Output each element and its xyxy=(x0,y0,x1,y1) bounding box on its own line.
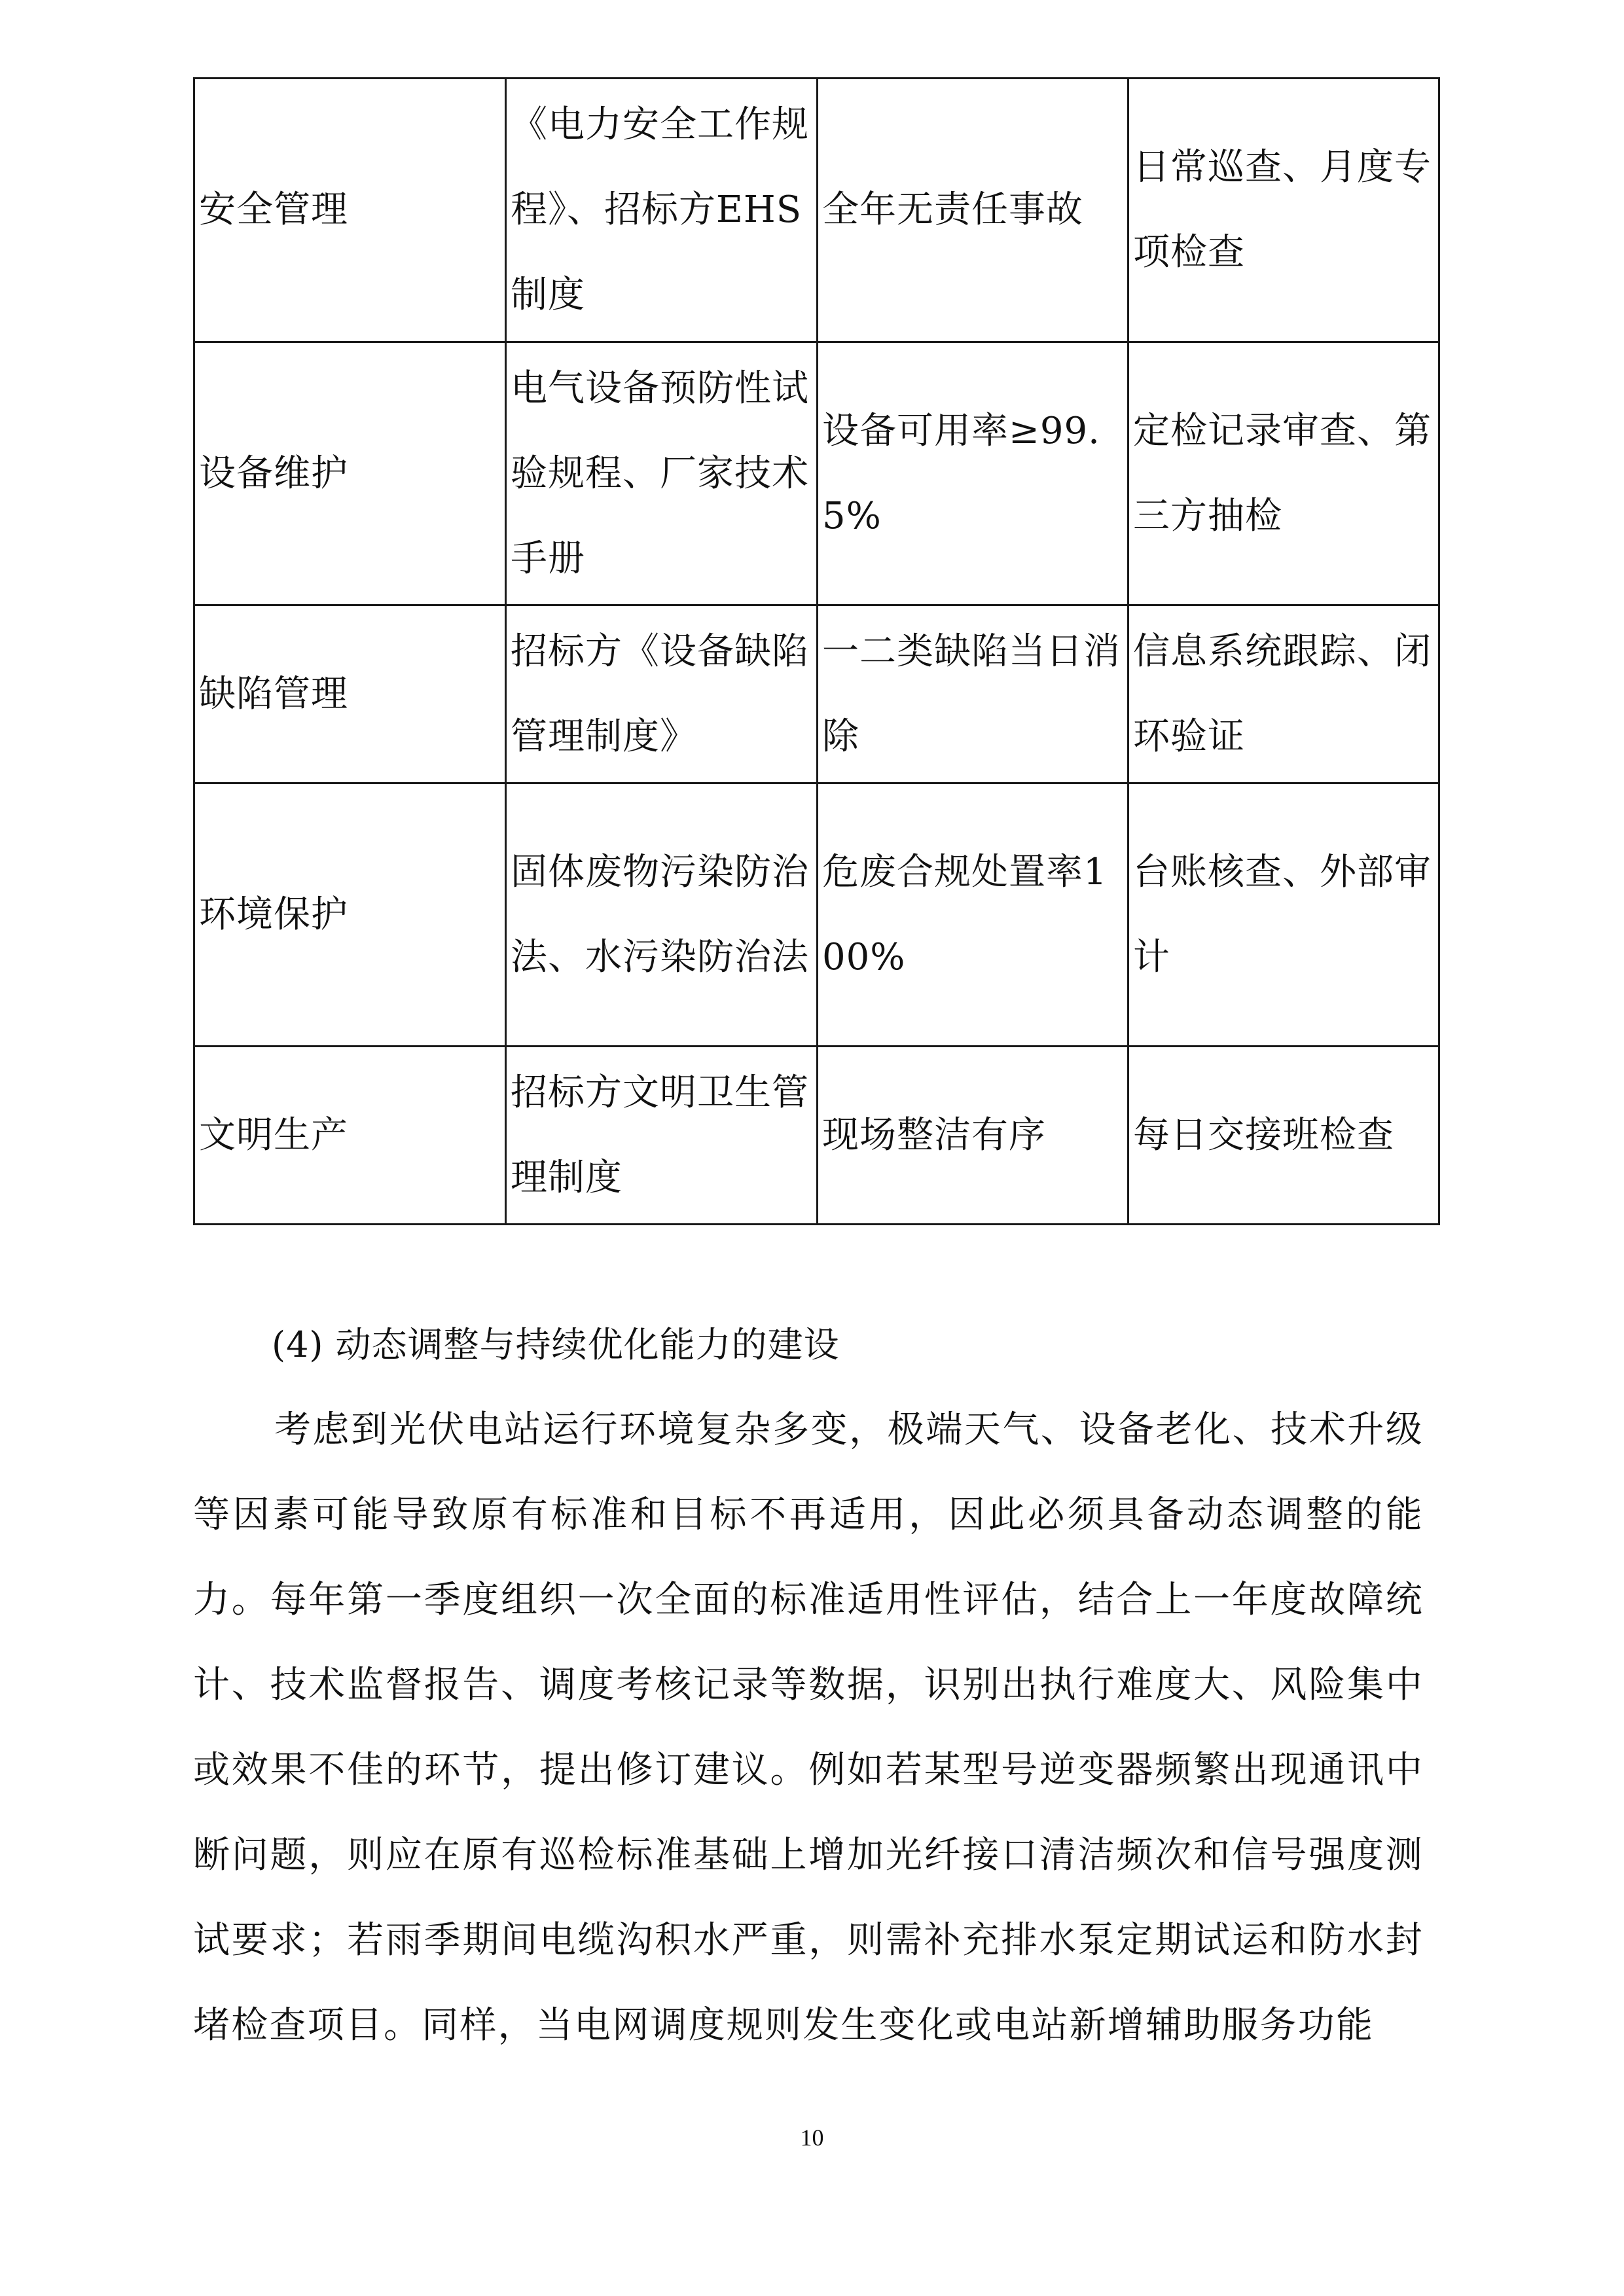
table-cell-category: 文明生产 xyxy=(194,1047,506,1225)
table-row xyxy=(194,1047,1439,1225)
table-cell-target: 现场整洁有序 xyxy=(818,1047,1128,1225)
page-number: 10 xyxy=(800,2125,824,2151)
section-heading: (4) 动态调整与持续优化能力的建设 xyxy=(272,1324,840,1365)
table-cell-basis: 固体废物污染防治法、水污染防治法 xyxy=(506,783,818,1047)
table-cell-category: 设备维护 xyxy=(194,342,506,605)
standards-table xyxy=(193,77,1440,1225)
table-row xyxy=(194,79,1439,342)
table-cell-verification: 日常巡查、月度专项检查 xyxy=(1128,79,1439,342)
table-row xyxy=(194,783,1439,1047)
table-cell-target: 危废合规处置率100% xyxy=(818,783,1128,1047)
body-paragraph: 考虑到光伏电站运行环境复杂多变，极端天气、设备老化、技术升级等因素可能导致原有标准和目标不再适用，因此必须具备动态调整的能力。每年第一季度组织一次全面的标准适用性评估，结合上一年度故障统计、技术监督报告、调度考核记录等数据，识别出执行难度大、风险集中或效果不佳的环节，提出修订建议。例如若某型号逆变器频繁出现通讯中断问题，则应在原有巡检标准基础上增加光纤接口清洁频次和信号强度测试要求；若雨季期间电缆沟积水严重，则需补充排水泵定期试运和防水封堵检查项目。同样，当电网调度规则发生变化或电站新增辅助服务功能 xyxy=(193,1408,1424,2047)
table-cell-verification: 信息系统跟踪、闭环验证 xyxy=(1128,605,1439,783)
table-cell-target: 全年无责任事故 xyxy=(818,79,1128,342)
table-cell-category: 环境保护 xyxy=(194,783,506,1047)
table-cell-basis: 《电力安全工作规程》、招标方EHS 制度 xyxy=(506,79,818,342)
table-row xyxy=(194,605,1439,783)
table-cell-basis: 电气设备预防性试验规程、厂家技术手册 xyxy=(506,342,818,605)
table-cell-verification: 每日交接班检查 xyxy=(1128,1047,1439,1225)
table-cell-verification: 定检记录审查、第三方抽检 xyxy=(1128,342,1439,605)
table-row xyxy=(194,342,1439,605)
table-cell-category: 缺陷管理 xyxy=(194,605,506,783)
table-cell-basis: 招标方《设备缺陷管理制度》 xyxy=(506,605,818,783)
table-cell-category: 安全管理 xyxy=(194,79,506,342)
table-cell-target: 设备可用率≥99.5% xyxy=(818,342,1128,605)
table-cell-basis: 招标方文明卫生管理制度 xyxy=(506,1047,818,1225)
table-cell-verification: 台账核查、外部审计 xyxy=(1128,783,1439,1047)
table-cell-target: 一二类缺陷当日消除 xyxy=(818,605,1128,783)
